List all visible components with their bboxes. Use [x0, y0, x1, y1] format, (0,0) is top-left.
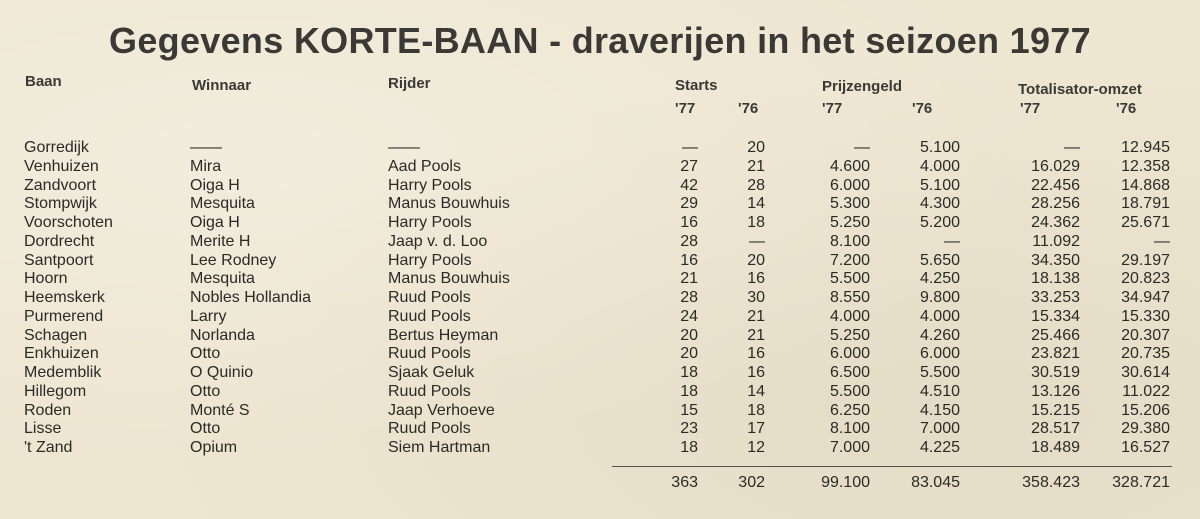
cell-prijzengeld-77: 8.100 — [829, 232, 870, 250]
header-rijder: Rijder — [388, 75, 431, 92]
cell-totalisator-77: 25.466 — [1031, 326, 1080, 344]
table-row — [0, 438, 1200, 457]
cell-prijzengeld-76: 7.000 — [919, 420, 960, 438]
cell-rijder: Ruud Pools — [388, 420, 471, 438]
total-totalisator-77: 358.423 — [1022, 474, 1080, 491]
cell-totalisator-76: 12.358 — [1121, 157, 1170, 175]
table-row — [0, 363, 1200, 382]
cell-prijzengeld-77: 7.200 — [829, 251, 870, 269]
cell-starts-77: 27 — [680, 157, 698, 175]
cell-starts-77: 28 — [680, 289, 698, 306]
cell-baan: Zandvoort — [24, 176, 97, 194]
header-starts: Starts — [675, 77, 718, 94]
cell-rijder: Jaap v. d. Loo — [388, 232, 488, 250]
table-row — [0, 288, 1200, 307]
table-row — [0, 176, 1200, 195]
cell-starts-76: 14 — [747, 382, 765, 400]
cell-baan: Enkhuizen — [24, 345, 99, 363]
cell-starts-77: 18 — [680, 382, 698, 400]
cell-baan: Heemskerk — [24, 289, 105, 306]
table-row — [0, 326, 1200, 345]
cell-starts-76: 16 — [747, 270, 765, 288]
cell-prijzengeld-76: 5.100 — [919, 139, 960, 156]
cell-totalisator-76: 20.735 — [1121, 345, 1170, 363]
cell-starts-76: 18 — [747, 214, 765, 231]
cell-starts-77: 20 — [680, 345, 698, 363]
table-row — [0, 401, 1200, 420]
total-totalisator-76: 328.721 — [1112, 474, 1170, 491]
cell-prijzengeld-77: 7.000 — [829, 439, 870, 456]
cell-prijzengeld-76: 6.000 — [919, 345, 960, 363]
cell-prijzengeld-76: 4.000 — [919, 307, 960, 325]
table-row — [0, 138, 1200, 157]
totals-row — [0, 473, 1200, 492]
cell-winnaar: Norlanda — [190, 326, 255, 344]
cell-rijder: Bertus Heyman — [388, 326, 499, 344]
cell-starts-76: 21 — [747, 326, 765, 344]
cell-starts-77: 23 — [680, 420, 698, 438]
cell-totalisator-77: 18.489 — [1031, 439, 1080, 456]
cell-prijzengeld-76: 5.500 — [919, 364, 960, 381]
cell-prijzengeld-77: 6.000 — [829, 176, 870, 194]
cell-totalisator-76: 29.380 — [1121, 420, 1170, 438]
cell-starts-76: 14 — [747, 195, 765, 213]
cell-totalisator-77: 15.334 — [1031, 307, 1080, 325]
cell-totalisator-77: 30.519 — [1031, 364, 1080, 381]
cell-baan: Medemblik — [24, 364, 102, 381]
cell-prijzengeld-77: 6.500 — [829, 364, 870, 381]
cell-totalisator-77: 28.517 — [1031, 420, 1080, 438]
cell-prijzengeld-76: 4.260 — [919, 326, 960, 344]
cell-prijzengeld-77: 5.500 — [829, 270, 870, 288]
cell-totalisator-77: 11.092 — [1032, 232, 1080, 250]
cell-rijder: Harry Pools — [388, 176, 472, 194]
cell-starts-76: 17 — [747, 420, 765, 438]
cell-baan: Hoorn — [24, 270, 68, 288]
cell-totalisator-76: 29.197 — [1121, 251, 1170, 269]
cell-totalisator-77: 23.821 — [1031, 345, 1080, 363]
cell-winnaar: Mesquita — [190, 195, 255, 213]
cell-baan: Roden — [24, 401, 72, 419]
cell-prijzengeld-77: 6.000 — [829, 345, 870, 363]
cell-totalisator-77: 13.126 — [1031, 382, 1080, 400]
cell-totalisator-77: 22.456 — [1031, 176, 1080, 194]
cell-starts-77: 15 — [680, 401, 698, 419]
cell-totalisator-77: 34.350 — [1031, 251, 1080, 269]
total-starts-76: 302 — [738, 474, 765, 491]
header-baan: Baan — [25, 73, 62, 90]
table-row — [0, 194, 1200, 213]
cell-rijder: Manus Bouwhuis — [388, 195, 510, 213]
cell-starts-77: 28 — [680, 232, 698, 250]
table-row — [0, 269, 1200, 288]
cell-winnaar: Opium — [190, 439, 238, 456]
cell-winnaar: Monté S — [190, 401, 250, 419]
cell-totalisator-76: 15.330 — [1121, 307, 1170, 325]
cell-totalisator-76: 14.868 — [1121, 176, 1170, 194]
cell-prijzengeld-76: 4.510 — [919, 382, 960, 400]
cell-rijder: Harry Pools — [388, 251, 472, 269]
cell-totalisator-77: 16.029 — [1031, 157, 1080, 175]
cell-starts-77: 16 — [680, 214, 698, 231]
cell-winnaar: Otto — [190, 382, 221, 400]
cell-totalisator-76: 12.945 — [1121, 139, 1170, 156]
cell-rijder: Ruud Pools — [388, 345, 471, 363]
cell-starts-76: 16 — [747, 345, 765, 363]
cell-baan: 't Zand — [24, 439, 73, 456]
subheader-prijzengeld-76: '76 — [912, 100, 933, 117]
cell-prijzengeld-77: 6.250 — [829, 401, 870, 419]
table-row — [0, 213, 1200, 232]
cell-prijzengeld-76: 4.000 — [919, 157, 960, 175]
table-row — [0, 382, 1200, 401]
cell-winnaar: O Quinio — [190, 364, 254, 381]
cell-prijzengeld-77: 4.000 — [829, 307, 870, 325]
cell-rijder: Ruud Pools — [388, 307, 471, 325]
cell-starts-76: 21 — [747, 307, 765, 325]
cell-winnaar: Mesquita — [190, 270, 255, 288]
cell-rijder: Aad Pools — [388, 157, 461, 175]
cell-prijzengeld-77: 8.100 — [829, 420, 870, 438]
cell-prijzengeld-76: 5.100 — [919, 176, 960, 194]
total-prijzengeld-76: 83.045 — [911, 474, 960, 491]
cell-winnaar: —— — [190, 139, 222, 156]
page-title: Gegevens KORTE-BAAN - draverijen in het seizoen 1977 — [109, 20, 1091, 61]
cell-prijzengeld-76: 4.250 — [919, 270, 960, 288]
cell-baan: Voorschoten — [24, 214, 113, 231]
cell-rijder: Siem Hartman — [388, 439, 491, 456]
cell-totalisator-77: 24.362 — [1031, 214, 1080, 231]
cell-prijzengeld-76: 5.200 — [919, 214, 960, 231]
cell-prijzengeld-77: — — [854, 139, 870, 156]
cell-winnaar: Mira — [190, 157, 222, 175]
cell-rijder: —— — [388, 139, 420, 156]
cell-starts-77: 24 — [680, 307, 698, 325]
cell-prijzengeld-77: 5.250 — [829, 326, 870, 344]
cell-prijzengeld-77: 5.300 — [829, 195, 870, 213]
cell-winnaar: Nobles Hollandia — [190, 289, 311, 306]
cell-rijder: Manus Bouwhuis — [388, 270, 510, 288]
cell-prijzengeld-76: — — [944, 232, 960, 250]
cell-totalisator-76: 30.614 — [1121, 364, 1170, 381]
cell-starts-77: 18 — [680, 364, 698, 381]
cell-starts-77: 20 — [680, 326, 698, 344]
cell-prijzengeld-77: 8.550 — [829, 289, 870, 306]
cell-totalisator-76: 18.791 — [1121, 195, 1170, 213]
cell-totalisator-76: 16.527 — [1121, 439, 1170, 456]
cell-prijzengeld-76: 4.300 — [919, 195, 960, 213]
totals-rule — [612, 466, 1172, 467]
cell-winnaar: Oiga H — [190, 214, 240, 231]
cell-baan: Schagen — [24, 326, 88, 344]
cell-starts-77: 42 — [680, 176, 698, 194]
cell-starts-76: 21 — [747, 157, 765, 175]
cell-starts-76: 18 — [747, 401, 765, 419]
cell-totalisator-77: 33.253 — [1031, 289, 1080, 306]
cell-baan: Hillegom — [24, 382, 87, 400]
cell-starts-77: — — [682, 139, 698, 156]
cell-starts-76: 20 — [747, 251, 765, 269]
table-row — [0, 232, 1200, 251]
cell-rijder: Harry Pools — [388, 214, 472, 231]
subheader-totalisator-76: '76 — [1116, 100, 1137, 117]
subheader-prijzengeld-77: '77 — [822, 100, 843, 117]
table-row — [0, 419, 1200, 438]
cell-winnaar: Otto — [190, 345, 221, 363]
cell-totalisator-76: 25.671 — [1121, 214, 1170, 231]
total-starts-77: 363 — [671, 474, 698, 491]
cell-winnaar: Oiga H — [190, 176, 240, 194]
table-row — [0, 251, 1200, 270]
subheader-starts-77: '77 — [675, 100, 696, 117]
cell-baan: Dordrecht — [24, 232, 95, 250]
subheader-starts-76: '76 — [738, 100, 759, 117]
cell-totalisator-76: 15.206 — [1121, 401, 1170, 419]
cell-prijzengeld-77: 5.250 — [829, 214, 870, 231]
cell-winnaar: Merite H — [190, 232, 251, 250]
cell-starts-77: 21 — [680, 270, 698, 288]
cell-totalisator-77: 28.256 — [1031, 195, 1080, 213]
cell-totalisator-77: 15.215 — [1031, 401, 1080, 419]
table-row — [0, 344, 1200, 363]
cell-rijder: Sjaak Geluk — [388, 364, 475, 381]
cell-prijzengeld-77: 5.500 — [829, 382, 870, 400]
header-winnaar: Winnaar — [192, 77, 252, 94]
cell-winnaar: Larry — [190, 307, 227, 325]
cell-totalisator-76: 20.823 — [1121, 270, 1170, 288]
subheader-totalisator-77: '77 — [1020, 100, 1041, 117]
header-totalisator: Totalisator-omzet — [1018, 81, 1142, 98]
cell-starts-76: 20 — [747, 139, 765, 156]
cell-starts-76: 16 — [747, 364, 765, 381]
cell-starts-76: — — [749, 232, 765, 250]
cell-totalisator-76: 11.022 — [1122, 382, 1170, 400]
cell-winnaar: Lee Rodney — [190, 251, 277, 269]
cell-winnaar: Otto — [190, 420, 221, 438]
cell-totalisator-77: 18.138 — [1031, 270, 1080, 288]
cell-prijzengeld-76: 9.800 — [919, 289, 960, 306]
cell-rijder: Ruud Pools — [388, 382, 471, 400]
cell-prijzengeld-76: 4.225 — [919, 439, 960, 456]
cell-prijzengeld-76: 5.650 — [919, 251, 960, 269]
cell-totalisator-76: 20.307 — [1121, 326, 1170, 344]
cell-rijder: Ruud Pools — [388, 289, 471, 306]
cell-prijzengeld-77: 4.600 — [829, 157, 870, 175]
cell-starts-76: 30 — [747, 289, 765, 306]
cell-starts-77: 18 — [680, 439, 698, 456]
cell-baan: Lisse — [24, 420, 62, 438]
cell-prijzengeld-76: 4.150 — [919, 401, 960, 419]
cell-baan: Santpoort — [24, 251, 94, 269]
cell-totalisator-76: — — [1154, 232, 1170, 250]
table-row — [0, 157, 1200, 176]
cell-baan: Gorredijk — [24, 139, 89, 156]
cell-starts-77: 29 — [680, 195, 698, 213]
cell-baan: Purmerend — [24, 307, 104, 325]
cell-baan: Stompwijk — [24, 195, 97, 213]
cell-baan: Venhuizen — [24, 157, 99, 175]
total-prijzengeld-77: 99.100 — [821, 474, 870, 491]
cell-starts-76: 28 — [747, 176, 765, 194]
table-row — [0, 307, 1200, 326]
cell-starts-76: 12 — [747, 439, 765, 456]
cell-rijder: Jaap Verhoeve — [388, 401, 495, 419]
cell-totalisator-76: 34.947 — [1121, 289, 1170, 306]
cell-starts-77: 16 — [680, 251, 698, 269]
header-prijzengeld: Prijzengeld — [822, 78, 903, 95]
cell-totalisator-77: — — [1064, 139, 1080, 156]
